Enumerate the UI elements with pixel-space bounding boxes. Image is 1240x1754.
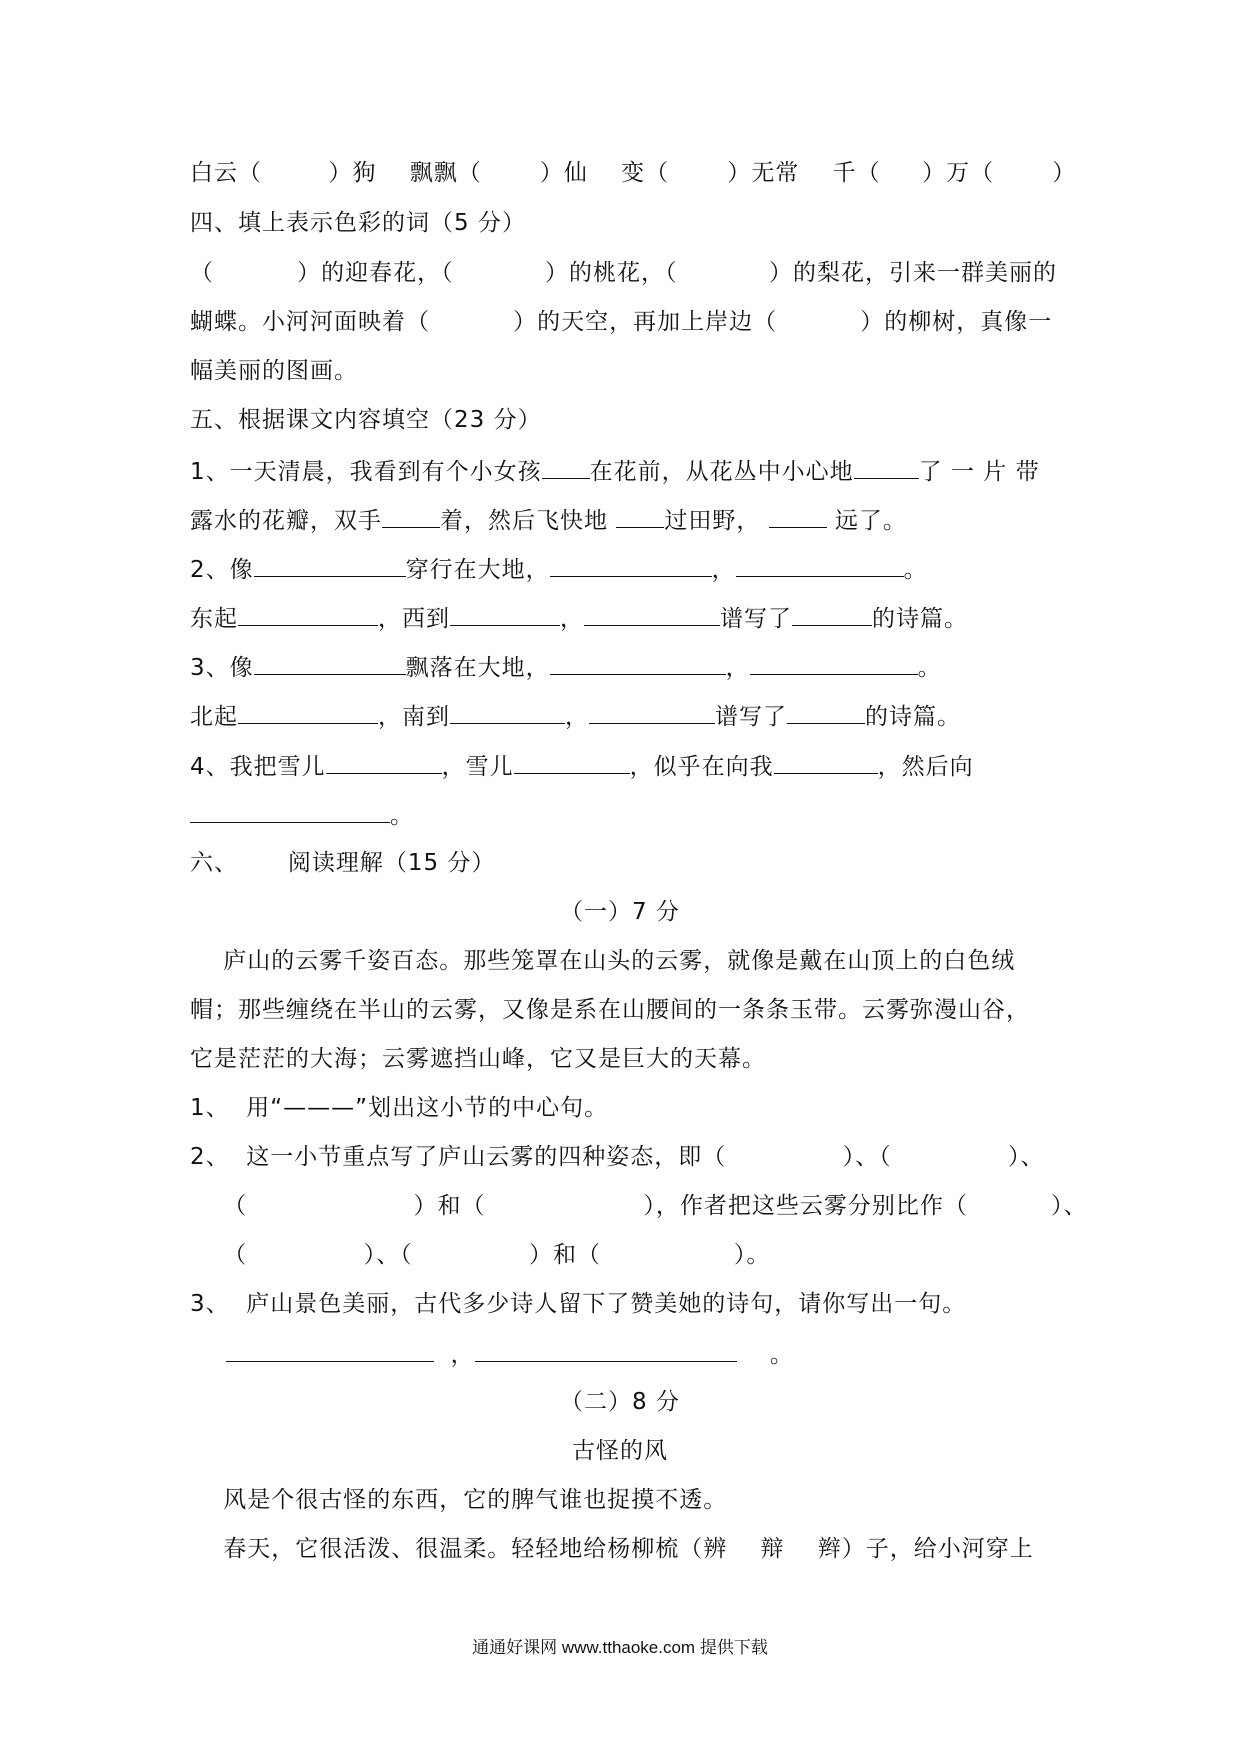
question-5-4-line-a: 4、我把雪儿 ，雪儿 ，似乎在向我 ，然后向 [190,750,974,782]
question-6-2-line-b: （ ）和（ ），作者把这些云雾分别比作（ ）、 [190,1193,1088,1219]
blank[interactable] [616,504,664,528]
question-6-2-line-a: 2、 这一小节重点写了庐山云雾的四种姿态，即（ ）、（ ）、 [190,1144,1045,1170]
blank[interactable] [226,1338,434,1362]
blank[interactable] [514,750,630,774]
passage-1-line-1: 庐山的云雾千姿百态。那些笼罩在山头的云雾，就像是戴在山顶上的白色绒 [190,948,1016,974]
question-6-2-line-c: （ ）、（ ）和（ ）。 [190,1242,771,1268]
story-line-2: 春天，它很活泼、很温柔。轻轻地给杨柳梳（辨 辩 辫）子，给小河穿上 [190,1536,1034,1562]
story-line-1: 风是个很古怪的东西，它的脾气谁也捉摸不透。 [190,1487,728,1513]
blank[interactable] [550,553,712,577]
blank[interactable] [238,700,378,724]
blank[interactable] [254,651,406,675]
passage-1-line-2: 帽；那些缠绕在半山的云雾，又像是系在山腰间的一条条玉带。云雾弥漫山谷， [190,997,1030,1023]
blank[interactable] [475,1338,737,1362]
question-5-4-line-b: 。 [190,799,414,831]
question-5-1-line-b: 露水的花瓣，双手 着，然后飞快地 过田野， 远了。 [190,504,907,536]
blank[interactable] [736,553,904,577]
part-2-title: （二）8 分 [560,1389,680,1415]
question-5-1-line-a: 1、一天清晨，我看到有个小女孩 在花前，从花丛中小心地 了 一 片 带 [190,455,1040,487]
blank[interactable] [792,602,872,626]
question-6-3: 3、 庐山景色美丽，古代多少诗人留下了赞美她的诗句，请你写出一句。 [190,1291,967,1317]
blank[interactable] [238,602,378,626]
blank[interactable] [750,651,918,675]
blank[interactable] [450,602,560,626]
idiom-fill-line: 白云（ ）狗 飘飘（ ）仙 变（ ）无常 千（ ）万（ ） [190,160,1077,186]
section-4-line-2: 蝴蝶。小河河面映着（ ）的天空，再加上岸边（ ）的柳树，真像一 [190,309,1053,335]
story-title: 古怪的风 [572,1438,668,1464]
section-6-heading: 六、 阅读理解（15 分） [190,850,496,876]
blank[interactable] [382,504,440,528]
blank[interactable] [584,602,720,626]
blank[interactable] [254,553,406,577]
blank[interactable] [326,750,442,774]
blank[interactable] [589,700,715,724]
blank[interactable] [769,504,827,528]
blank[interactable] [854,455,919,479]
question-5-3-line-a: 3、像 飘落在大地， ， 。 [190,651,942,683]
page-footer: 通通好课网 www.tthaoke.com 提供下载 [472,1638,768,1657]
blank[interactable] [542,455,590,479]
section-4-line-3: 幅美丽的图画。 [190,358,358,384]
question-5-3-line-b: 北起 ，南到 ， 谱写了 的诗篇。 [190,700,961,732]
part-1-title: （一）7 分 [560,899,680,925]
blank[interactable] [550,651,726,675]
blank[interactable] [787,700,865,724]
question-5-2-line-a: 2、像 穿行在大地， ， 。 [190,553,928,585]
section-5-heading: 五、根据课文内容填空（23 分） [190,407,542,433]
blank[interactable] [450,700,565,724]
passage-1-line-3: 它是茫茫的大海；云雾遮挡山峰，它又是巨大的天幕。 [190,1046,766,1072]
question-6-3-answer-line: ， 。 [226,1338,794,1370]
question-6-1: 1、 用“———”划出这小节的中心句。 [190,1095,609,1121]
section-4-heading: 四、填上表示色彩的词（5 分） [190,210,526,236]
blank[interactable] [774,750,878,774]
question-5-2-line-b: 东起 ，西到 ， 谱写了 的诗篇。 [190,602,968,634]
section-4-line-1: （ ）的迎春花，（ ）的桃花，（ ）的梨花，引来一群美丽的 [190,260,1057,286]
blank[interactable] [190,799,390,823]
